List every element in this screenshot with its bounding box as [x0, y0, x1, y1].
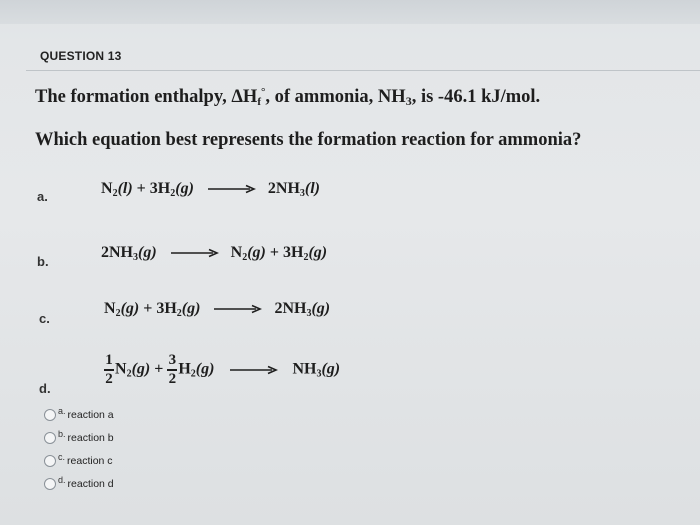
reaction-arrow-icon: [228, 364, 278, 376]
radio-button-icon[interactable]: [44, 478, 56, 490]
reaction-arrow-icon: [169, 247, 219, 259]
choice-label[interactable]: reaction a: [67, 408, 114, 421]
choice-label[interactable]: reaction d: [67, 477, 114, 490]
divider: [26, 70, 700, 71]
choice-reaction-c[interactable]: c. reaction c: [44, 449, 114, 472]
option-b-equation: $2NH_3(g) N_2(g) + 3H_2(g)$: [101, 244, 328, 263]
question-prompt: Which equation best represents the formation reaction for ammonia?: [35, 130, 582, 150]
option-d-equation: $\frac{1}{2}$ $N_2(g)$ + $\frac{3}{2}$ $H_2(g)$ $NH_3(g)$: [105, 352, 341, 387]
option-c-equation: $N_2(g) + 3H_2(g)$ $2NH_3(g)$: [104, 300, 331, 319]
question-text: The formation enthalpy, $\Delta H_f^\circ$, of ammonia, $NH_3$, is -46.1 kJ/mol.: [35, 86, 541, 109]
option-a-equation: $N_2(l) + 3H_2(g)$ $2NH_3(l)$: [101, 180, 320, 199]
choice-reaction-d[interactable]: d. reaction d: [44, 472, 114, 495]
option-a-letter: a.: [37, 189, 48, 204]
choice-label[interactable]: reaction b: [67, 431, 114, 444]
answer-choices: [44, 403, 114, 495]
reaction-arrow-icon: [206, 183, 256, 195]
choice-label[interactable]: reaction c: [67, 454, 113, 467]
top-bar: [0, 0, 700, 24]
option-d-letter: d.: [39, 381, 51, 396]
radio-button-icon[interactable]: [44, 455, 56, 467]
option-c-letter: c.: [39, 311, 50, 326]
choice-reaction-a[interactable]: a. reaction a: [44, 403, 114, 426]
question-label: QUESTION 13: [40, 49, 122, 63]
reaction-arrow-icon: [212, 303, 262, 315]
option-b-letter: b.: [37, 254, 49, 269]
fraction-three-halves: $\frac{3}{2}$: [168, 352, 177, 387]
radio-button-icon[interactable]: [44, 409, 56, 421]
fraction-one-half: $\frac{1}{2}$: [105, 352, 113, 387]
choice-reaction-b[interactable]: b. reaction b: [44, 426, 114, 449]
radio-button-icon[interactable]: [44, 432, 56, 444]
